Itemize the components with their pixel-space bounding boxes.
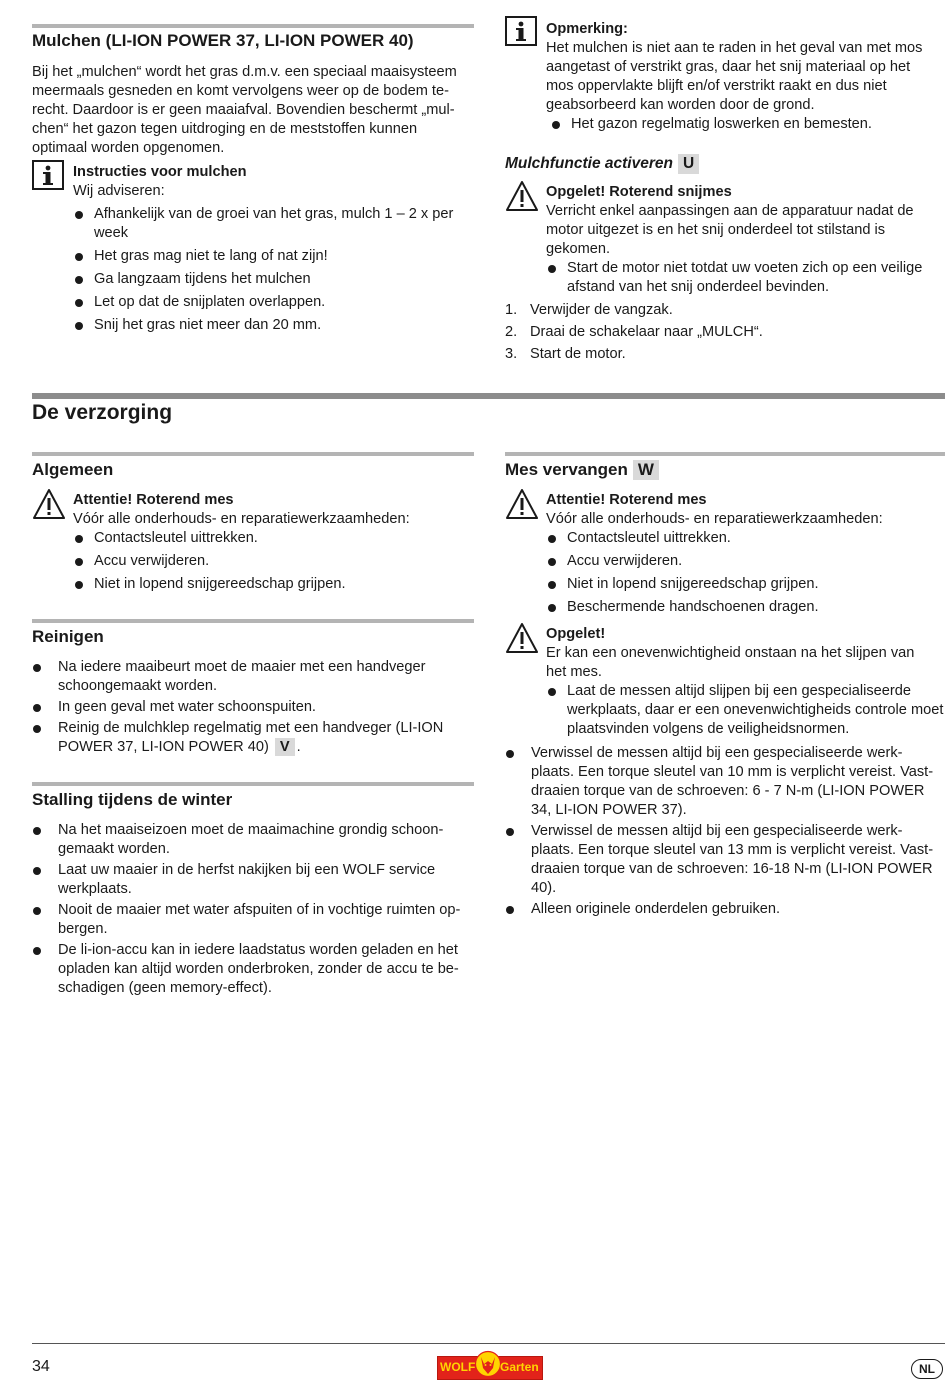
- warning-triangle-icon: [505, 180, 539, 218]
- list-item: Contactsleutel uittrekken.: [546, 529, 946, 548]
- warning-mes-1: [505, 488, 945, 618]
- step-text: Verwijder de vangzak.: [530, 302, 673, 318]
- info-intro: Wij adviseren:: [73, 183, 165, 199]
- figure-ref-tag: U: [678, 154, 699, 174]
- list-item: Accu verwijderen.: [73, 552, 473, 571]
- subheading-text: Mes vervangen: [505, 460, 628, 479]
- note-opmerking: [505, 16, 945, 141]
- list-item: [32, 719, 474, 757]
- info-note-mulchen: [32, 160, 474, 340]
- list-item: Beschermende handschoenen dragen.: [546, 598, 946, 617]
- warning-bullet-list: [546, 259, 950, 297]
- footer-rule: [32, 1343, 945, 1344]
- section-rule: [32, 393, 945, 399]
- list-item-text: Reinig de mulchklep regelmatig met een handveger (LI-ION POWER 37, LI-ION POWER 40): [58, 720, 444, 755]
- list-item: Verwissel de messen altijd bij een gespecialiseerde werk-plaats. Een torque sleutel van 10 mm is verplicht vereist. Vast-draaien torque van de schroeven: 6 - 7 N-m (LI-ION POWER 34, LI-ION POWER 37).: [505, 744, 945, 820]
- wolf-head-icon: [475, 1349, 501, 1379]
- stalling-bullet-list: [32, 821, 474, 1002]
- warning-intro: Vóór alle onderhouds- en reparatiewerkzaamheden:: [546, 511, 883, 527]
- list-item: Start de motor niet totdat uw voeten zich op een veilige afstand van het snij onderdeel bevinden.: [546, 259, 950, 297]
- warning-line: Er kan een onevenwichtigheid onstaan na het slijpen van: [546, 645, 915, 661]
- warning-title: Attentie! Roterend mes: [546, 492, 707, 508]
- note-line: mos oppervlakte blijft en/of verstrikt raakt en dus niet: [546, 78, 887, 94]
- warning-line: gekomen.: [546, 241, 611, 257]
- list-item: Het gazon regelmatig loswerken en bemesten.: [550, 115, 950, 134]
- intro-line: Bij het „mulchen“ wordt het gras d.m.v. een speciaal maaisysteem: [32, 64, 457, 80]
- list-item: Afhankelijk van de groei van het gras, mulch 1 – 2 x per week: [73, 205, 473, 243]
- list-item: In geen geval met water schoonspuiten.: [32, 698, 474, 717]
- warning-algemeen: [32, 488, 474, 598]
- list-item: Ga langzaam tijdens het mulchen: [73, 270, 473, 289]
- subheading-mulchfunctie: [505, 154, 699, 174]
- steps-list: [505, 301, 945, 367]
- list-item: Let op dat de snijplaten overlappen.: [73, 293, 473, 312]
- list-item-suffix: .: [296, 739, 301, 755]
- subheading-reinigen: Reinigen: [32, 627, 104, 646]
- list-item: Accu verwijderen.: [546, 552, 946, 571]
- list-item: De li-ion-accu kan in iedere laadstatus worden geladen en het opladen kan altijd worden onderbroken, zonder de accu te be-schadigen (geen memory-effect).: [32, 941, 474, 998]
- list-item: Laat uw maaier in de herfst nakijken bij een WOLF service werkplaats.: [32, 861, 474, 899]
- warning-triangle-icon: [505, 622, 539, 660]
- subheading-algemeen: Algemeen: [32, 460, 114, 479]
- warning-title: Opgelet!: [546, 626, 606, 642]
- mulchen-intro: [32, 63, 474, 158]
- warning-intro: Vóór alle onderhouds- en reparatiewerkzaamheden:: [73, 511, 410, 527]
- section-title: De verzorging: [32, 401, 173, 424]
- step-item: [505, 345, 945, 364]
- info-title: Instructies voor mulchen: [73, 164, 247, 180]
- list-item: Contactsleutel uittrekken.: [73, 529, 473, 548]
- note-bullet-list: [550, 115, 950, 134]
- warning-title: Opgelet! Roterend snijmes: [546, 184, 732, 200]
- warning-triangle-icon: [505, 488, 539, 526]
- subheading-mes-vervangen: [505, 459, 659, 481]
- column-rule: [32, 452, 474, 456]
- step-number: 1.: [505, 302, 518, 318]
- list-item: Na iedere maaibeurt moet de maaier met een handveger schoongemaakt worden.: [32, 658, 474, 696]
- warning-line: het mes.: [546, 664, 602, 680]
- intro-line: recht. Daardoor is er geen maaiafval. Bovendien beschermt „mul-: [32, 102, 455, 118]
- note-line: Het mulchen is niet aan te raden in het geval van met mos: [546, 40, 923, 56]
- list-item: Verwissel de messen altijd bij een gespecialiseerde werk-plaats. Een torque sleutel van 13 mm is verplicht vereist. Vast-draaien torque van de schroeven: 16-18 N-m (LI-ION POWER 40).: [505, 822, 945, 898]
- list-item: Het gras mag niet te lang of nat zijn!: [73, 247, 473, 266]
- section-heading-mulchen: Mulchen (LI-ION POWER 37, LI-ION POWER 40): [32, 31, 414, 50]
- step-text: Start de motor.: [530, 346, 626, 362]
- warning-bullet-list: [546, 682, 946, 739]
- warning-line: motor uitgezet is en het snij onderdeel tot stilstand is: [546, 222, 886, 238]
- warning-line: Verricht enkel aanpassingen aan de apparatuur nadat de: [546, 203, 914, 219]
- column-rule: [32, 619, 474, 623]
- intro-line: optimaal worden opgenomen.: [32, 140, 225, 156]
- info-bullet-list: [73, 205, 473, 335]
- page-number: 34: [32, 1358, 50, 1375]
- list-item: Na het maaiseizoen moet de maaimachine grondig schoon-gemaakt worden.: [32, 821, 474, 859]
- list-item: Alleen originele onderdelen gebruiken.: [505, 900, 945, 919]
- info-icon: [505, 16, 537, 52]
- intro-line: meermaals gesneden en komt vervolgens weer op de bodem te-: [32, 83, 449, 99]
- mes-bullet-list: [505, 744, 945, 923]
- note-line: aangetast of verstrikt gras, daar het snij materiaal op het: [546, 59, 911, 75]
- list-item: Niet in lopend snijgereedschap grijpen.: [73, 575, 473, 594]
- warning-mes-2: [505, 622, 945, 742]
- wolf-garten-logo: [437, 1349, 541, 1379]
- note-title: Opmerking:: [546, 21, 628, 37]
- logo-text-left: WOLF: [440, 1360, 476, 1374]
- reinigen-bullet-list: [32, 658, 474, 761]
- step-text: Draai de schakelaar naar „MULCH“.: [530, 324, 763, 340]
- warning-title: Attentie! Roterend mes: [73, 492, 234, 508]
- step-item: [505, 301, 945, 320]
- language-badge: NL: [911, 1359, 943, 1379]
- figure-ref-tag: V: [275, 738, 295, 756]
- subheading-stalling: Stalling tijdens de winter: [32, 790, 233, 809]
- subheading-text: Mulchfunctie activeren: [505, 155, 673, 172]
- figure-ref-tag: W: [633, 460, 659, 480]
- column-rule: [505, 452, 945, 456]
- note-line: geabsorbeerd kan worden door de grond.: [546, 97, 815, 113]
- warning-snijmes: [505, 180, 945, 300]
- step-number: 3.: [505, 346, 518, 362]
- list-item: Snij het gras niet meer dan 20 mm.: [73, 316, 473, 335]
- list-item: Laat de messen altijd slijpen bij een gespecialiseerde werkplaats, daar er een onevenwichtigheids controle moet plaatsvinden volgens de veiligheidsnormen.: [546, 682, 946, 739]
- column-rule: [32, 782, 474, 786]
- warning-bullet-list: [546, 529, 946, 617]
- warning-bullet-list: [73, 529, 473, 594]
- logo-text-right: Garten: [500, 1360, 539, 1374]
- column-rule: [32, 24, 474, 28]
- info-icon: [32, 160, 64, 196]
- intro-line: chen“ het gazon tegen uitdroging en de meststoffen kunnen: [32, 121, 418, 137]
- list-item: Nooit de maaier met water afspuiten of in vochtige ruimten op-bergen.: [32, 901, 474, 939]
- warning-triangle-icon: [32, 488, 66, 526]
- step-number: 2.: [505, 324, 518, 340]
- step-item: [505, 323, 945, 342]
- list-item: Niet in lopend snijgereedschap grijpen.: [546, 575, 946, 594]
